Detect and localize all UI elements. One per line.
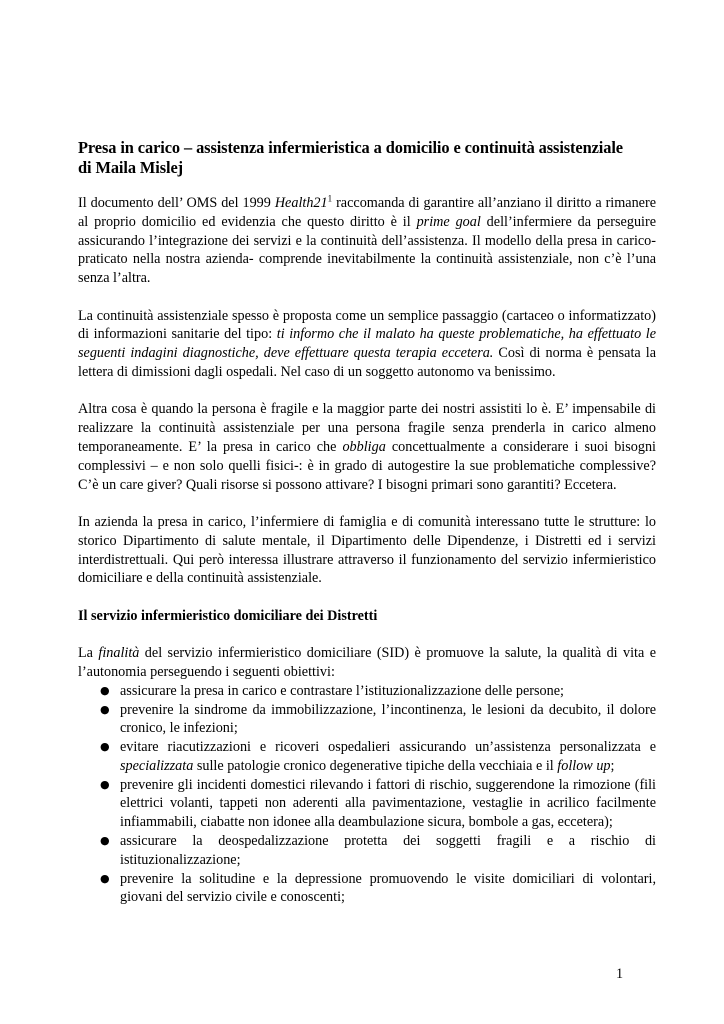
page-number: 1 (616, 966, 624, 982)
bullet-icon: ● (100, 740, 110, 754)
title-line-1: Presa in carico – assistenza infermieristica a domicilio e continuità assistenziale (78, 138, 623, 157)
list-item: ● evitare riacutizzazioni e ricoveri ospedalieri assicurando un’assistenza personalizzata e specializzata sulle patologie cronico degenerative tipiche della vecchiaia e il follow up; (100, 739, 656, 774)
title-line-2: di Maila Mislej (78, 158, 184, 177)
objectives-list (78, 682, 656, 908)
paragraph-continuita: La continuità assistenziale spesso è proposta come un semplice passaggio (cartaceo o informatizzato) di informazioni sanitarie del tipo: ti informo che il malato ha queste problematiche, ha effettuato le seguenti indagini diagnostiche, deve effettuare questa terapia eccetera. Così di norma è pensata la lettera di dimissioni dagli ospedali. Nel caso di un soggetto autonomo va benissimo. (78, 307, 657, 380)
footnote-ref[interactable]: 1 (327, 193, 333, 204)
document-body (78, 138, 656, 907)
bullet-icon: ● (100, 834, 110, 848)
bullet-icon: ● (100, 871, 110, 885)
bullet-icon: ● (100, 702, 110, 716)
paragraph-oms: Il documento dell’ OMS del 1999 $Health21^1$ raccomanda di garantire all’anziano il diritto a rimanere al proprio domicilio ed evidenzia che questo diritto è il prime goal dell’infermiere da perseguire assicurando l’integrazione dei servizi e la continuità dell’assistenza. Il modello della presa in carico- praticato nella nostra azienda- comprende inevitabilmente la continuità assistenziale, non c’è l’una senza l’altra. (78, 193, 657, 287)
list-item: ● assicurare la presa in carico e contrastare l’istituzionalizzazione delle persone; (100, 682, 564, 699)
list-item: ● assicurare la deospedalizzazione protetta dei soggetti fragili e a rischio di istituzionalizzazione; (100, 833, 656, 868)
paragraph-finalita: La finalità del servizio infermieristico domiciliare (SID) è promuove la salute, la qualità di vita e l’autonomia perseguendo i seguenti obiettivi: (78, 645, 656, 680)
list-item: ● prevenire la solitudine e la depressione promuovendo le visite domiciliari di volontari, giovani del servizio civile e conoscenti; (100, 870, 656, 906)
document-title (78, 138, 656, 178)
section-heading: Il servizio infermieristico domiciliare dei Distretti (78, 607, 378, 624)
bullet-icon: ● (100, 683, 110, 697)
paragraph-azienda: In azienda la presa in carico, l’infermiere di famiglia e di comunità interessano tutte le strutture: lo storico Dipartimento di salute mentale, il Dipartimento delle Dipendenze, i Distretti ed i servizi interdistrettuali. Qui però interessa illustrare attraverso il funzionamento del servizio infermieristico domiciliare e della continuità assistenziale. (78, 513, 656, 587)
list-item: ● prevenire gli incidenti domestici rilevando i fattori di rischio, suggerendone la rimozione (fili elettrici volanti, tappeti non aderenti alla pavimentazione, vestaglie in acrilico facilmente infiammabili, ciabatte non idonee alla deambulazione sicura, bombole a gas, eccetera); (100, 776, 656, 831)
bullet-icon: ● (100, 777, 110, 791)
paragraph-fragile: Altra cosa è quando la persona è fragile e la maggior parte dei nostri assistiti lo è. E’ impensabile di realizzare la continuità assistenziale per una persona fragile senza prenderla in carico almeno temporaneamente. E’ la presa in carico che obbliga concettualmente a considerare i suoi bisogni complessivi – e non solo quelli fisici-: è in grado di autogestire la sue problematiche complessive? C’è un care giver? Quali risorse si possono attivare? I bisogni primari sono garantiti? Eccetera. (78, 401, 656, 493)
list-item: ● prevenire la sindrome da immobilizzazione, l’incontinenza, le lesioni da decubito, il dolore cronico, le infezioni; (100, 701, 656, 737)
